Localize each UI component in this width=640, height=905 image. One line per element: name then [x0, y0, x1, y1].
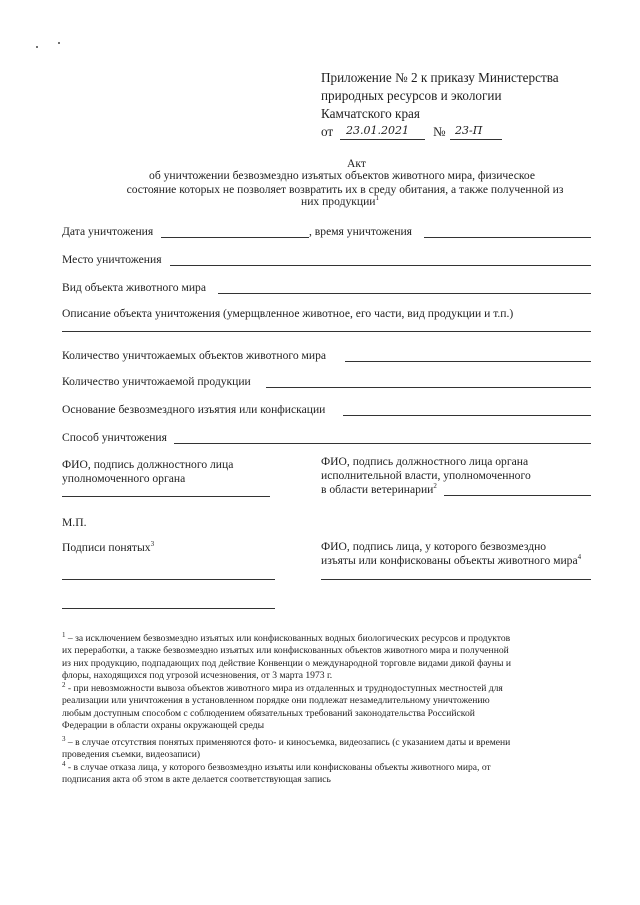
official-right-line-3: [321, 483, 437, 496]
witnesses-label: [62, 541, 154, 554]
stamp-label: М.П.: [62, 516, 87, 529]
person-line-2: [321, 554, 581, 567]
description-field[interactable]: [62, 331, 591, 332]
footnote-3-mark: 3: [62, 734, 66, 743]
date-field[interactable]: [161, 237, 309, 238]
footnote-ref-2: 2: [433, 482, 437, 491]
basis-label: Основание безвозмездного изъятия или конфискации: [62, 403, 326, 416]
official-right-line-3-text: в области ветеринарии: [321, 483, 434, 496]
place-label: Место уничтожения: [62, 253, 162, 266]
act-title-line-3-text: них продукции: [301, 195, 376, 208]
time-label: , время уничтожения: [309, 225, 412, 238]
basis-field[interactable]: [343, 415, 591, 416]
quantity-products-field[interactable]: [266, 387, 591, 388]
description-label: Описание объекта уничтожения (умерщвленное животное, его части, вид продукции и т.п.): [62, 307, 514, 320]
footnote-ref-3: 3: [150, 540, 155, 549]
person-line-1: ФИО, подпись лица, у которого безвозмездно: [321, 540, 547, 553]
footnote-2-line-3: любым доступным способом с соблюдением обязательных требований законодательства Российской: [62, 707, 475, 719]
handwritten-number: 23-П: [455, 124, 483, 137]
header-from-label: от: [321, 124, 334, 139]
footnote-ref-1: 1: [375, 194, 380, 203]
footnote-2-line-1: [62, 680, 597, 695]
quantity-objects-field[interactable]: [345, 361, 591, 362]
official-right-signature-line[interactable]: [444, 495, 591, 496]
person-signature-line[interactable]: [321, 579, 591, 580]
act-heading: Акт: [347, 157, 366, 170]
footnote-3-line-1: [62, 734, 597, 749]
scan-speck: [36, 46, 38, 48]
place-field[interactable]: [170, 265, 591, 266]
species-field[interactable]: [218, 293, 591, 294]
official-right-line-1: ФИО, подпись должностного лица органа: [321, 455, 529, 468]
date-label: Дата уничтожения: [62, 225, 154, 238]
official-left-line-1: ФИО, подпись должностного лица: [62, 458, 234, 471]
footnote-4-mark: 4: [62, 759, 66, 768]
footnote-1-mark: 1: [62, 630, 66, 639]
footnote-4-line-2: подписания акта об этом в акте делается соответствующая запись: [62, 774, 331, 786]
handwritten-date: 23.01.2021: [346, 124, 409, 137]
footnote-4-line-1: [62, 759, 597, 774]
act-title-line-1: об уничтожении безвозмездно изъятых объектов животного мира, физическое: [149, 169, 535, 182]
footnote-1-text: – за исключением безвозмездно изъятых или конфискованных водных биологических ресурсов и продуктов: [65, 633, 511, 644]
header-line-1: Приложение № 2 к приказу Министерства: [321, 70, 559, 85]
footnote-ref-4: 4: [577, 553, 582, 562]
quantity-products-label: Количество уничтожаемой продукции: [62, 375, 251, 388]
header-line-3: Камчатского края: [321, 106, 420, 121]
official-left-signature-line[interactable]: [62, 496, 270, 497]
footnote-1-line-3: из них продукцию, подпадающих под действие Конвенции о международной торговле видами дикой фауны и: [62, 657, 511, 669]
footnote-3-line-2: проведения съемки, видеозаписи): [62, 749, 201, 761]
footnote-4-text: - в случае отказа лица, у которого безвозмездно изъяты или конфискованы объекты животного мира, от: [65, 762, 491, 773]
header-line-2: природных ресурсов и экологии: [321, 88, 502, 103]
act-title-line-3: [301, 195, 379, 208]
scan-speck: [58, 42, 60, 44]
footnote-2-line-2: реализации или уничтожения в установленном порядке они подлежат незамедлительному уничтожению: [62, 695, 490, 707]
witness-1-signature-line[interactable]: [62, 579, 275, 580]
official-right-line-2: исполнительной власти, уполномоченного: [321, 469, 531, 482]
official-left-line-2: уполномоченного органа: [62, 472, 186, 485]
witnesses-label-text: Подписи понятых: [62, 541, 151, 554]
footnote-2-line-4: Федерации в области охраны окружающей среды: [62, 719, 265, 731]
footnote-3-text: – в случае отсутствия понятых применяются фото- и киносъемка, видеозапись (с указанием даты и времени: [65, 737, 511, 748]
species-label: Вид объекта животного мира: [62, 281, 206, 294]
footnote-2-text: - при невозможности вывоза объектов животного мира из отдаленных и труднодоступных местностей для: [65, 683, 503, 694]
number-underline: [450, 139, 502, 140]
method-label: Способ уничтожения: [62, 431, 167, 444]
method-field[interactable]: [174, 443, 591, 444]
footnote-1-line-4: флоры, находящихся под угрозой исчезновения, от 3 марта 1973 г.: [62, 669, 333, 681]
date-underline: [340, 139, 425, 140]
footnote-2-mark: 2: [62, 680, 66, 689]
act-title-line-2: состояние которых не позволяет возвратить их в среду обитания, а также полученной из: [126, 183, 564, 196]
footnote-1: [62, 630, 597, 682]
footnote-2: [62, 680, 597, 732]
footnote-4: [62, 759, 597, 787]
header-number-label: №: [433, 124, 446, 139]
quantity-objects-label: Количество уничтожаемых объектов животного мира: [62, 349, 327, 362]
person-line-2-text: изъяты или конфискованы объекты животного мира: [321, 554, 578, 567]
footnote-1-line-2: их переработки, а также безвозмездно изъятых или конфискованных объектов животного мира и полученной: [62, 645, 509, 657]
time-field[interactable]: [424, 237, 591, 238]
witness-2-signature-line[interactable]: [62, 608, 275, 609]
footnote-1-line-1: [62, 630, 597, 645]
footnote-3: [62, 734, 597, 762]
